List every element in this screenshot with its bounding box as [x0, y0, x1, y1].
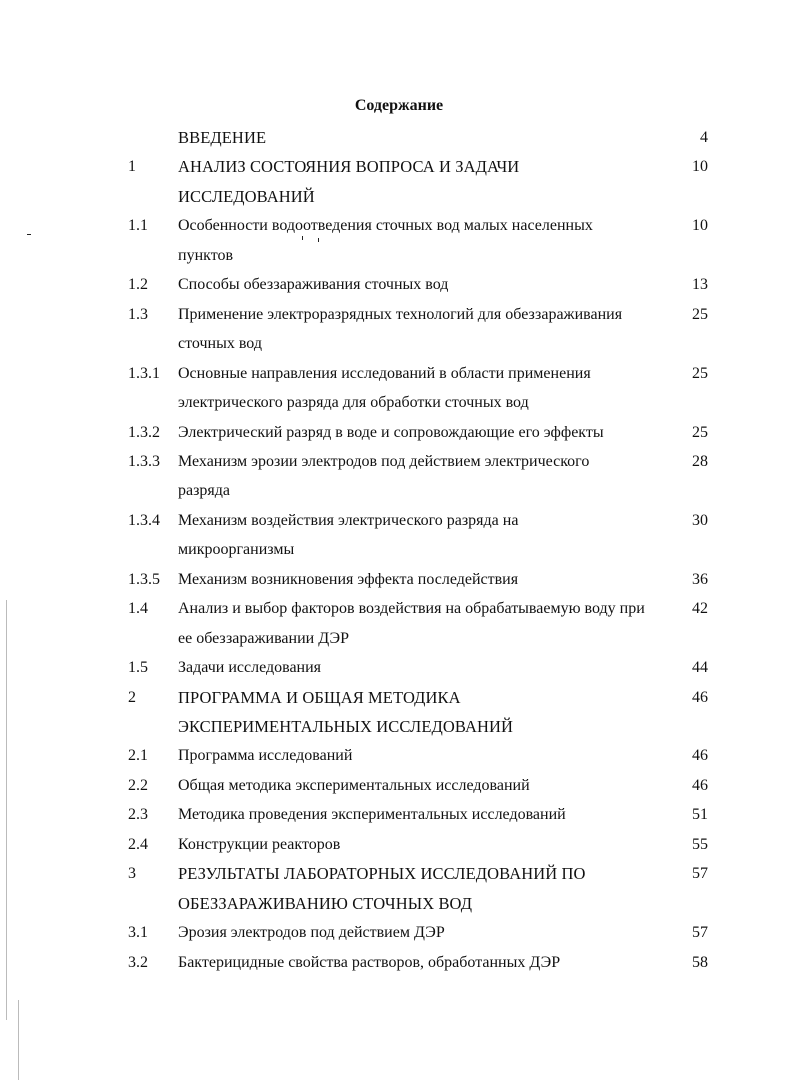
toc-entry-number: 3 — [128, 865, 136, 883]
toc-entry-page: 58 — [692, 953, 708, 971]
toc-entry-title: ее обеззараживании ДЭР — [178, 629, 349, 647]
toc-entry-title: Основные направления исследований в области применения — [178, 364, 591, 382]
toc-entry-number: 2.4 — [128, 835, 148, 853]
toc-entry-number: 1.3.2 — [128, 423, 160, 441]
toc-entry-page: 57 — [692, 865, 708, 883]
toc-entry-title: Электрический разряд в воде и сопровождающие его эффекты — [178, 423, 604, 441]
toc-entry-page: 46 — [692, 776, 708, 794]
toc-entry-title: разряда — [178, 482, 231, 500]
toc-entry-number: 2.2 — [128, 776, 148, 794]
toc-entry-number: 1.3 — [128, 305, 148, 323]
toc-entry-title: электрического разряда для обработки сточных вод — [178, 394, 529, 412]
toc-entry-title: сточных вод — [178, 335, 262, 353]
toc-entry-page: 10 — [692, 158, 708, 176]
toc-entry-number: 1.3.5 — [128, 570, 160, 588]
toc-entry-title: ОБЕЗЗАРАЖИВАНИЮ СТОЧНЫХ ВОД — [178, 893, 473, 913]
toc-entry-title: Способы обеззараживания сточных вод — [178, 276, 449, 294]
toc-entry-page: 25 — [692, 423, 708, 441]
scan-mark — [302, 236, 303, 240]
toc-entry-title: Применение электроразрядных технологий для обеззараживания — [178, 305, 623, 323]
toc-entry-title: Механизм воздействия электрического разряда на — [178, 511, 519, 529]
toc-entry-number: 1.5 — [128, 659, 148, 677]
toc-entry-number: 2 — [128, 688, 136, 706]
toc-entry-page: 28 — [692, 452, 708, 470]
toc-entry-number: 1.3.1 — [128, 364, 160, 382]
toc-entry-page: 13 — [692, 276, 708, 294]
toc-entry-title: ВВЕДЕНИЕ — [178, 128, 267, 147]
toc-entry-page: 55 — [692, 835, 708, 853]
toc-entry-title: Механизм эрозии электродов под действием электрического — [178, 452, 590, 470]
toc-entry-title: РЕЗУЛЬТАТЫ ЛАБОРАТОРНЫХ ИССЛЕДОВАНИЙ ПО — [178, 864, 586, 884]
scan-mark — [27, 234, 31, 235]
toc-entry-page: 4 — [700, 129, 708, 146]
toc-entry-page: 42 — [692, 600, 708, 618]
toc-entry-title: ПРОГРАММА И ОБЩАЯ МЕТОДИКА — [178, 687, 461, 707]
toc-entry-title: Механизм возникновения эффекта последействия — [178, 570, 519, 588]
toc-entry-page: 36 — [692, 570, 708, 588]
toc-entry-number: 1.4 — [128, 600, 148, 618]
toc-entry-title: Задачи исследования — [178, 659, 322, 677]
toc-entry-title: ИССЛЕДОВАНИЙ — [178, 186, 315, 206]
toc-entry-number: 2.3 — [128, 806, 148, 824]
toc-entry-title: Бактерицидные свойства растворов, обработанных ДЭР — [178, 953, 561, 971]
toc-entry-page: 30 — [692, 511, 708, 529]
toc-entry-title: Эрозия электродов под действием ДЭР — [178, 924, 445, 942]
toc-entry-title: ЭКСПЕРИМЕНТАЛЬНЫХ ИССЛЕДОВАНИЙ — [178, 717, 514, 736]
toc-entry-title: Конструкции реакторов — [178, 835, 341, 853]
toc-entry-number: 1.2 — [128, 276, 148, 294]
toc-entry-page: 25 — [692, 364, 708, 382]
toc-entry-title: Особенности водоотведения сточных вод малых населенных — [178, 217, 593, 235]
toc-entry-page: 46 — [692, 688, 708, 706]
toc-entry-title: Общая методика экспериментальных исследований — [178, 776, 530, 794]
toc-entry-page: 57 — [692, 924, 708, 942]
toc-entry-title: Программа исследований — [178, 747, 353, 765]
scan-margin-line — [6, 600, 7, 1020]
toc-entry-title: АНАЛИЗ СОСТОЯНИЯ ВОПРОСА И ЗАДАЧИ — [178, 157, 520, 177]
toc-entry-number: 1 — [128, 158, 136, 176]
toc-entry-number: 1.3.4 — [128, 511, 160, 529]
toc-entry-number: 1.1 — [128, 217, 148, 235]
toc-entry-title: Методика проведения экспериментальных исследований — [178, 806, 566, 824]
toc-entry-number: 3.2 — [128, 953, 148, 971]
scan-margin-line — [18, 1000, 19, 1080]
toc-entry-title: микроорганизмы — [178, 541, 295, 559]
toc-entry-page: 44 — [692, 659, 708, 677]
toc-entry-number: 3.1 — [128, 924, 148, 942]
toc-entry-page: 25 — [692, 305, 708, 323]
page-title: Содержание — [354, 97, 444, 114]
toc-entry-page: 10 — [692, 217, 708, 235]
toc-entry-title: пунктов — [178, 246, 234, 264]
toc-entry-page: 46 — [692, 747, 708, 765]
toc-entry-page: 51 — [692, 806, 708, 824]
toc-entry-title: Анализ и выбор факторов воздействия на обрабатываемую воду при — [178, 600, 645, 618]
toc-entry-number: 2.1 — [128, 747, 148, 765]
scan-mark — [318, 238, 319, 242]
toc-entry-number: 1.3.3 — [128, 452, 160, 470]
